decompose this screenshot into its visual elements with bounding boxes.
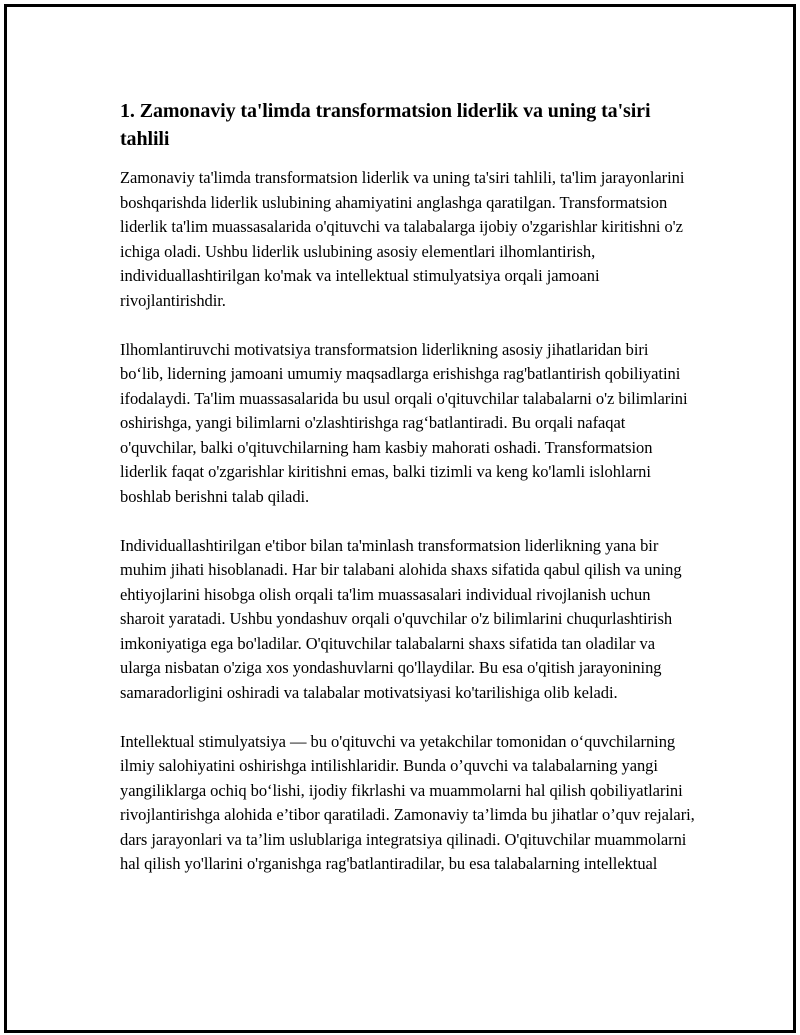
document-body xyxy=(120,97,695,877)
document-page xyxy=(4,4,796,1033)
paragraph-individualized-consideration: Individuallashtirilgan e'tibor bilan ta'minlash transformatsion liderlikning yana bir muhim jihati hisoblanadi. Har bir talabani alohida shaxs sifatida qabul qilish va uning ehtiyojlarini hisobga olish orqali ta'lim muassasalari individual rivojlanish uchun sharoit yaratadi. Ushbu yondashuv orqali o'quvchilar o'z bilimlarini chuqurlashtirish imkoniyatiga ega bo'ladilar. O'qituvchilar talabalarni shaxs sifatida tan oladilar va ularga nisbatan o'ziga xos yondashuvlarni qo'llaydilar. Bu esa o'qitish jarayonining samaradorligini oshiradi va talabalar motivatsiyasi ko'tarilishiga olib keladi. xyxy=(120,535,682,702)
paragraph-intellectual-stimulation: Intellektual stimulyatsiya — bu o'qituvchi va yetakchilar tomonidan o‘quvchilarning ilmiy salohiyatini oshirishga intilishlaridir. Bunda o’quvchi va talabalarning yangi yangiliklarga ochiq bo‘lishi, ijodiy fikrlashi va muammolarni hal qilish qobiliyatlarini rivojlantirishga alohida e’tibor qaratiladi. Zamonaviy ta’limda bu jihatlar o’quv rejalari, dars jarayonlari va ta’lim uslublariga integratsiya qilinadi. O'qituvchilar muammolarni hal qilish yo'llarini o'rganishga rag'batlantiradilar, bu esa talabalarning intellektual xyxy=(120,731,695,873)
section-heading: 1. Zamonaviy ta'limda transformatsion liderlik va uning ta'siri tahlili xyxy=(120,100,651,150)
paragraph-inspirational-motivation: Ilhomlantiruvchi motivatsiya transformatsion liderlikning asosiy jihatlaridan biri bo‘lib, liderning jamoani umumiy maqsadlarga erishishga rag'batlantirish qobiliyatini ifodalaydi. Ta'lim muassasalarida bu usul orqali o'qituvchilar talabalarni o'z bilimlarini oshirishga, yangi bilimlarni o'zlashtirishga rag‘batlantiradi. Bu orqali nafaqat o'quvchilar, balki o'qituvchilarning ham kasbiy mahorati oshadi. Transformatsion liderlik faqat o'zgarishlar kiritishni emas, balki tizimli va keng ko'lamli islohlarni boshlab berishni talab qiladi. xyxy=(120,339,688,506)
paragraph-intro: Zamonaviy ta'limda transformatsion liderlik va uning ta'siri tahlili, ta'lim jarayonlarini boshqarishda liderlik uslubining ahamiyatini anglashga qaratilgan. Transformatsion liderlik ta'lim muassasalarida o'qituvchi va talabalarga ijobiy o'zgarishlar kiritishni o'z ichiga oladi. Ushbu liderlik uslubining asosiy elementlari ilhomlantirish, individuallashtirilgan ko'mak va intellektual stimulyatsiya orqali jamoani rivojlantirishdir. xyxy=(120,168,685,310)
